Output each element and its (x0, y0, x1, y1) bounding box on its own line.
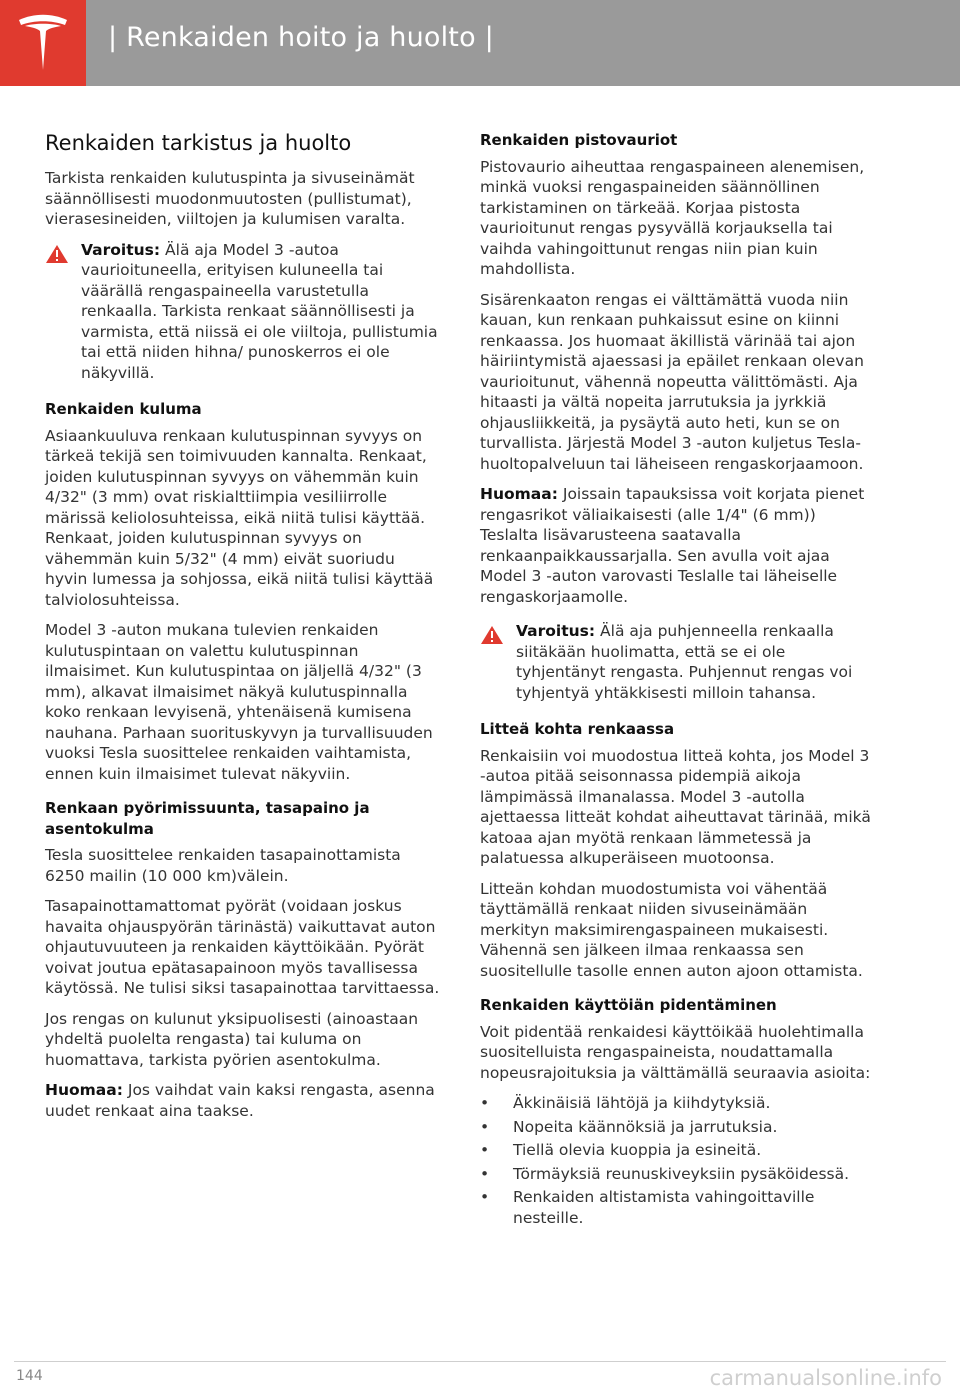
page-header (0, 0, 960, 86)
warning-label: Varoitus: (516, 622, 596, 640)
tire-life-paragraph: Voit pidentää renkaidesi käyttöikää huolehtimalla suositelluista rengaspaineista, noudattamalla nopeusrajoituksia ja välttämällä seuraavia asioita: (480, 1022, 871, 1082)
warning-block (45, 240, 440, 384)
list-item: • Äkkinäisiä lähtöjä ja kiihdytyksiä. (480, 1094, 771, 1112)
footer-divider (14, 1361, 946, 1362)
right-column (480, 130, 875, 1231)
warning-text (516, 621, 875, 703)
rotation-paragraph-3: Jos rengas on kulunut yksipuolisesti (ainoastaan yhdeltä puolelta rengasta) tai kuluma on huomattava, tarkista pyörien asentokulma. (45, 1009, 419, 1069)
tesla-logo-icon (16, 14, 70, 72)
puncture-paragraph-1: Pistovaurio aiheuttaa rengaspaineen alenemisen, minkä vuoksi rengaspaineiden säännöllinen tarkistaminen on tärkeää. Korjaa pistosta vaurioitunut rengas pysyvällä korjauksella tai vaihda vahingoittunut rengas niin pian kuin mahdollista. (480, 157, 865, 278)
list-item: • Tiellä olevia kuoppia ja esineitä. (480, 1141, 762, 1159)
flat-spot-heading: Litteä kohta renkaassa (480, 720, 675, 738)
left-column (45, 128, 440, 1131)
tesla-logo (0, 0, 86, 86)
list-item: • Nopeita käännöksiä ja jarrutuksia. (480, 1117, 778, 1136)
bullet-icon: • (480, 1164, 490, 1183)
bullet-icon: • (480, 1117, 490, 1136)
warning-body: Älä aja Model 3 -autoa vaurioituneella, erityisen kuluneella tai väärällä rengaspaineella varustetulla renkaalla. Tarkista renkaat säännöllisesti ja varmista, että niissä ei ole viiltoja, pullistumia tai että niiden hihna/ punoskerros ei ole näkyvillä. (81, 240, 438, 382)
wear-paragraph-1: Asiaankuuluva renkaan kulutuspinnan syvyys on tärkeä tekijä sen toimivuuden kannalta. Renkaat, joiden kulutuspinnan syvyys on vähemmän kuin 4/32" (3 mm) ovat riskialttiimpia vesiliirrolle märissä keliolosuhteissa, eikä niitä tulisi käyttää. Renkaat, joiden kulutuspinnan syvyys on vähemmän kuin 5/32" (4 mm) eivät suoriudu hyvin lumessa ja sohjossa, eikä niitä tulisi käyttää talviolosuhteissa. (45, 426, 434, 609)
page-title: | Renkaiden hoito ja huolto | (108, 22, 494, 53)
flat-spot-paragraph-2: Litteän kohdan muodostumista voi vähentää täyttämällä renkaat niiden sivuseinämään merkityn maksimirengaspaineen mukaisesti. Vähennä sen jälkeen ilmaa renkaassa sen suositellulle tasolle ennen auton ajoon ottamista. (480, 879, 863, 980)
puncture-heading: Renkaiden pistovauriot (480, 131, 678, 149)
warning-text (81, 240, 440, 384)
rotation-paragraph-1: Tesla suosittelee renkaiden tasapainottamista 6250 mailin (10 000 km)välein. (45, 846, 401, 885)
note-paragraph (480, 484, 875, 607)
wear-heading: Renkaiden kuluma (45, 400, 202, 418)
warning-label: Varoitus: (81, 240, 161, 259)
note-label: Huomaa: (480, 485, 558, 503)
bullet-icon: • (480, 1094, 490, 1112)
bullet-icon: • (480, 1141, 490, 1159)
warning-block (480, 621, 875, 703)
list-item: • Törmäyksiä reunuskiveyksiin pysäköidessä. (480, 1164, 850, 1183)
intro-paragraph: Tarkista renkaiden kulutuspinta ja sivuseinämät säännöllisesti muodonmuutosten (pullistumat), vierasesineiden, viiltojen ja kulumisen varalta. (45, 169, 415, 228)
tire-life-list (480, 1093, 875, 1228)
page-number: 144 (16, 1368, 43, 1384)
warning-icon (45, 240, 81, 268)
list-item: • Renkaiden altistamista vahingoittaville nesteille. (480, 1188, 815, 1227)
note-body: Jos vaihdat vain kaksi rengasta, asenna uudet renkaat aina taakse. (45, 1081, 435, 1120)
bullet-icon: • (480, 1188, 490, 1206)
note-paragraph (45, 1080, 440, 1121)
tire-life-heading: Renkaiden käyttöiän pidentäminen (480, 996, 777, 1014)
puncture-paragraph-2: Sisärenkaaton rengas ei välttämättä vuoda niin kauan, kun renkaan puhkaissut esine on kiinni renkaassa. Jos huomaat äkillistä värinää tai ajon häiriintymistä ajaessasi ja epäilet renkaan olevan vaurioitunut, vähennä nopeutta välittömästi. Aja hitaasti ja vältä nopeita jarrutuksia ja jyrkkiä ohjausliikkeitä, ja pysäytä auto heti, kun se on turvallista. Järjestä Model 3 -auton kuljetus Tesla-huoltopalveluun tai läheiseen rengaskorjaamoon. (480, 290, 864, 473)
watermark: carmanualsonline.info (709, 1366, 942, 1390)
flat-spot-paragraph-1: Renkaisiin voi muodostua litteä kohta, jos Model 3 -autoa pitää seisonnassa pidempiä aikoja lämpimässä ilmanalassa. Model 3 -autolla ajettaessa litteät kohdat aiheuttavat tärinää, mikä katoaa ajan myötä renkaan lämmetessä ja palatuessa alkuperäiseen muotoonsa. (480, 746, 871, 867)
note-body: Joissain tapauksissa voit korjata pienet rengasrikot väliaikaisesti (alle 1/4" (6 mm)) Teslalta lisävarusteena saatavalla renkaanpaikkaussarjalla. Sen avulla voit ajaa Model 3 -auton varovasti Teslalle tai läheiselle rengaskorjaamolle. (480, 485, 865, 606)
warning-icon (480, 621, 516, 649)
rotation-paragraph-2: Tasapainottamattomat pyörät (voidaan joskus havaita ohjauspyörän tärinästä) vaikuttavat auton ohjautuvuuteen ja renkaiden käyttöikään. Pyörät voivat joutua epätasapainoon myös tavallisessa käytössä. Ne tulisi siksi tasapainottaa tarvittaessa. (45, 897, 440, 997)
warning-body: Älä aja puhjenneella renkaalla siitäkään huolimatta, että se ei ole tyhjentänyt rengasta. Puhjennut rengas voi tyhjentyä yhtäkkisesti milloin tahansa. (516, 622, 853, 702)
note-label: Huomaa: (45, 1081, 123, 1099)
wear-paragraph-2: Model 3 -auton mukana tulevien renkaiden kulutuspintaan on valettu kulutuspinnan ilmaisimet. Kun kulutuspintaa on jäljellä 4/32" (3 mm), alkavat ilmaisimet näkyä kulutuspinnalla koko renkaan levyisenä, yhtenäisenä kumisena nauhana. Parhaan suorituskyvyn ja turvallisuuden vuoksi Tesla suosittelee renkaiden vaihtamista, ennen kuin ilmaisimet tulevat näkyviin. (45, 621, 433, 783)
rotation-heading: Renkaan pyörimissuunta, tasapaino ja asentokulma (45, 799, 370, 838)
section-heading: Renkaiden tarkistus ja huolto (45, 131, 352, 155)
